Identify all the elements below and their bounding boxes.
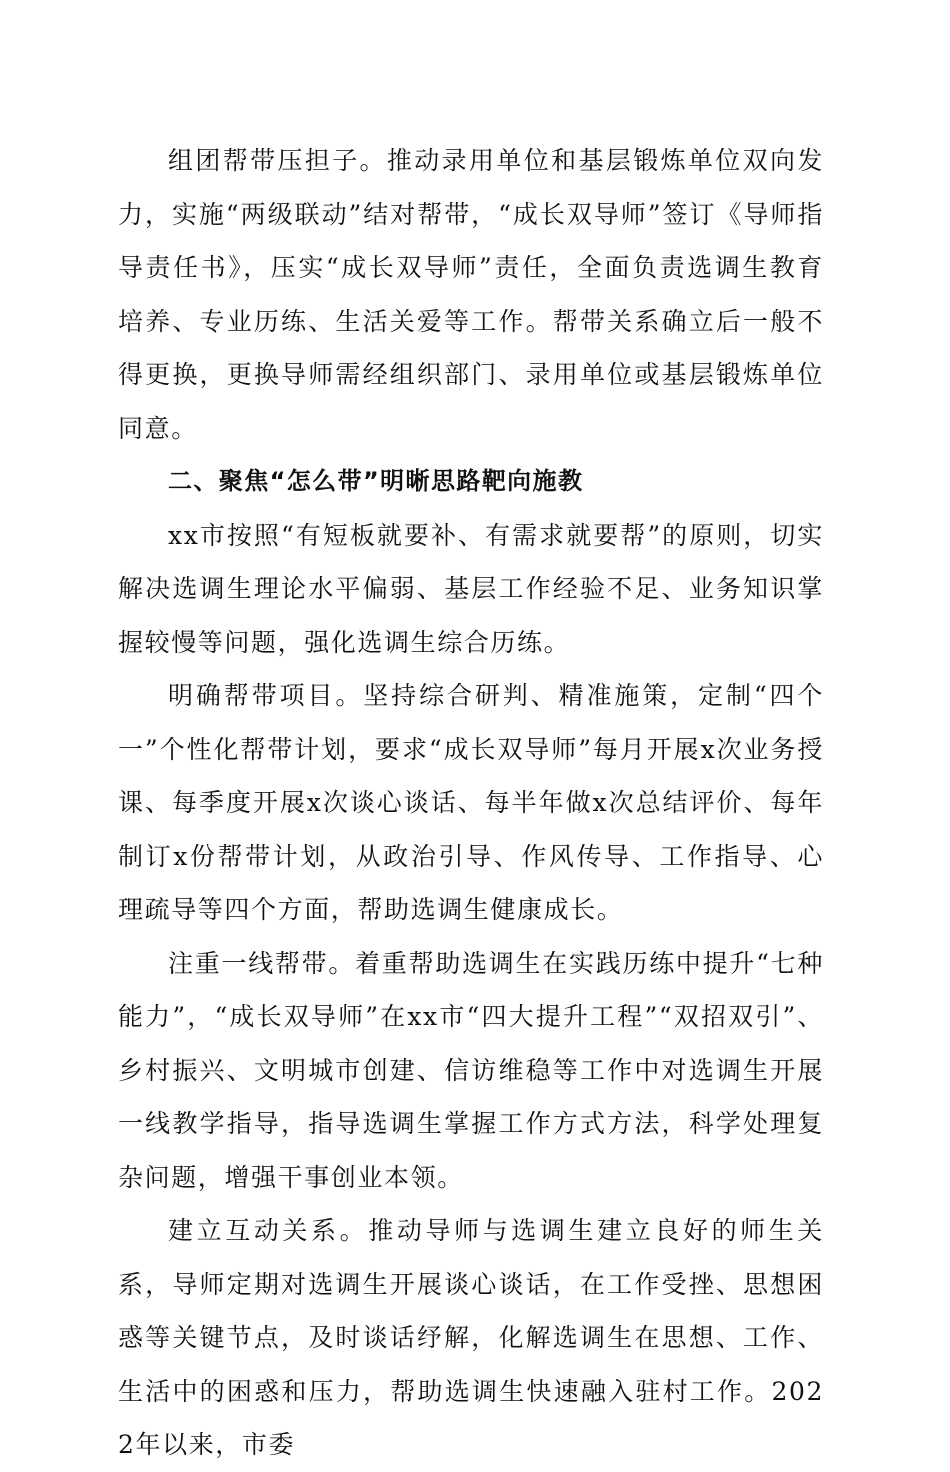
paragraph-mentoring-items: 明确帮带项目。坚持综合研判、精准施策，定制“四个一”个性化帮带计划，要求“成长双导师”每月开展x次业务授课、每季度开展x次谈心谈话、每半年做x次总结评价、每年制订x份帮带计划，从政治引导、作风传导、工作指导、心理疏导等四个方面，帮助选调生健康成长。	[118, 681, 824, 924]
paragraph-frontline-mentoring: 注重一线帮带。着重帮助选调生在实践历练中提升“七种能力”，“成长双导师”在xx市“四大提升工程”“双招双引”、乡村振兴、文明城市创建、信访维稳等工作中对选调生开展一线教学指导，指导选调生掌握工作方式方法，科学处理复杂问题，增强干事创业本领。	[118, 948, 824, 1192]
document-body	[118, 134, 824, 1472]
paragraph-mentor-team: 组团帮带压担子。推动录用单位和基层锻炼单位双向发力，实施“两级联动”结对帮带，“成长双导师”签订《导师指导责任书》，压实“成长双导师”责任，全面负责选调生教育培养、专业历练、生活关爱等工作。帮带关系确立后一般不得更换，更换导师需经组织部门、录用单位或基层锻炼单位同意。	[118, 146, 824, 443]
paragraph-principle: xx市按照“有短板就要补、有需求就要帮”的原则，切实解决选调生理论水平偏弱、基层工作经验不足、业务知识掌握较慢等问题，强化选调生综合历练。	[118, 520, 824, 657]
paragraph-interactive-relationship: 建立互动关系。推动导师与选调生建立良好的师生关系，导师定期对选调生开展谈心谈话，在工作受挫、思想困惑等关键节点，及时谈话纾解，化解选调生在思想、工作、生活中的困惑和压力，帮助选调生快速融入驻村工作。2022年以来，市委	[118, 1216, 824, 1459]
section-heading: 二、聚焦“怎么带”明晰思路靶向施教	[168, 467, 584, 495]
